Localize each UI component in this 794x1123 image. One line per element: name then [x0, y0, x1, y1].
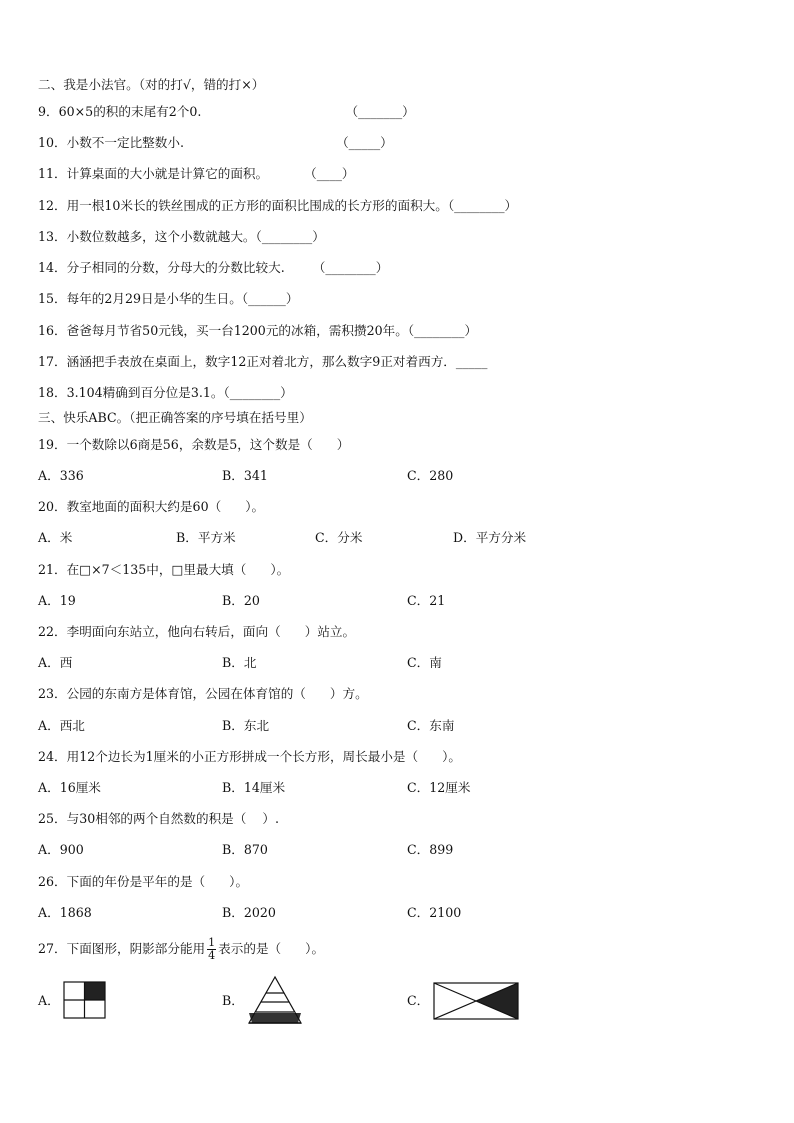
q26-option-c: C．2100 [407, 905, 462, 920]
q21-option-c: C．21 [407, 593, 446, 608]
question-13: 13．小数位数越多，这个小数就越大。（________） [38, 229, 325, 244]
question-19: 19．一个数除以6商是56，余数是5，这个数是（ ） [38, 437, 350, 452]
q23-option-a: A．西北 [38, 718, 85, 733]
q26-option-b: B．2020 [222, 905, 276, 920]
question-12: 12．用一根10米长的铁丝围成的正方形的面积比围成的长方形的面积大。（________） [38, 198, 518, 213]
figure-c-shaded-triangle [476, 983, 518, 1019]
q25-option-b: B．870 [222, 842, 268, 857]
q26-option-a: A．1868 [38, 905, 92, 920]
question-26: 26．下面的年份是平年的是（ ）。 [38, 874, 249, 889]
question-27 [38, 934, 324, 964]
q24-option-b: B．14厘米 [222, 780, 286, 795]
q23-option-b: B．东北 [222, 718, 270, 733]
q22-option-c: C．南 [407, 655, 442, 670]
question-16: 16．爸爸每月节省50元钱，买一台1200元的冰箱，需积攒20年。（________） [38, 323, 478, 338]
question-22: 22．李明面向东站立，他向右转后，面向（ ）站立。 [38, 624, 356, 639]
q27-option-c: C． [407, 993, 430, 1008]
q22-option-b: B．北 [222, 655, 257, 670]
question-15: 15．每年的2月29日是小华的生日。（______） [38, 291, 299, 306]
figure-b-striped-triangle [247, 975, 303, 1025]
fraction-numerator: 1 [208, 936, 216, 949]
q27-option-a: A． [38, 993, 60, 1008]
q27-stem-before: 27．下面图形，阴影部分能用 [38, 941, 206, 956]
question-11: 11．计算桌面的大小就是计算它的面积。 （____） [38, 166, 355, 181]
q19-option-c: C．280 [407, 468, 454, 483]
q23-option-c: C．东南 [407, 718, 455, 733]
q25-option-a: A．900 [38, 842, 84, 857]
question-21: 21．在□×7＜135中，□里最大填（ ）。 [38, 562, 290, 577]
figure-b-shaded-band [249, 1013, 301, 1023]
question-24: 24．用12个边长为1厘米的小正方形拼成一个长方形，周长最小是（ ）。 [38, 749, 462, 764]
question-23: 23．公园的东南方是体育馆，公园在体育馆的（ ）方。 [38, 686, 368, 701]
q20-option-b: B．平方米 [176, 530, 236, 545]
question-18: 18．3.104精确到百分位是3.1。（________） [38, 385, 293, 400]
question-9: 9．60×5的积的末尾有2个0. （_______） [38, 104, 415, 119]
question-25: 25．与30相邻的两个自然数的积是（ ）. [38, 811, 279, 826]
section-2-heading: 二、我是小法官。（对的打√，错的打×） [38, 77, 265, 92]
q24-option-a: A．16厘米 [38, 780, 101, 795]
fraction-one-quarter [207, 937, 216, 962]
q19-option-b: B．341 [222, 468, 268, 483]
q20-option-d: D．平方分米 [453, 530, 527, 545]
q19-option-a: A．336 [38, 468, 84, 483]
q20-option-c: C．分米 [315, 530, 363, 545]
q24-option-c: C．12厘米 [407, 780, 471, 795]
question-10: 10．小数不一定比整数小. （_____） [38, 135, 393, 150]
section-3-heading: 三、快乐ABC。（把正确答案的序号填在括号里） [38, 410, 312, 425]
figure-a-grid-square [63, 981, 107, 1019]
q25-option-c: C．899 [407, 842, 454, 857]
q22-option-a: A．西 [38, 655, 73, 670]
q27-option-b: B． [222, 993, 244, 1008]
figure-c-rectangle-diagonals [432, 981, 520, 1021]
figure-a-shaded-cell [84, 982, 105, 1000]
q21-option-b: B．20 [222, 593, 260, 608]
question-17: 17．涵涵把手表放在桌面上，数字12正对着北方，那么数字9正对着西方．_____ [38, 354, 488, 369]
q20-option-a: A．米 [38, 530, 73, 545]
q27-stem-after: 表示的是（ ）。 [218, 941, 325, 956]
fraction-denominator: 4 [208, 949, 216, 962]
question-20: 20．教室地面的面积大约是60（ ）。 [38, 499, 265, 514]
q21-option-a: A．19 [38, 593, 76, 608]
question-14: 14．分子相同的分数，分母大的分数比较大. （________） [38, 260, 389, 275]
